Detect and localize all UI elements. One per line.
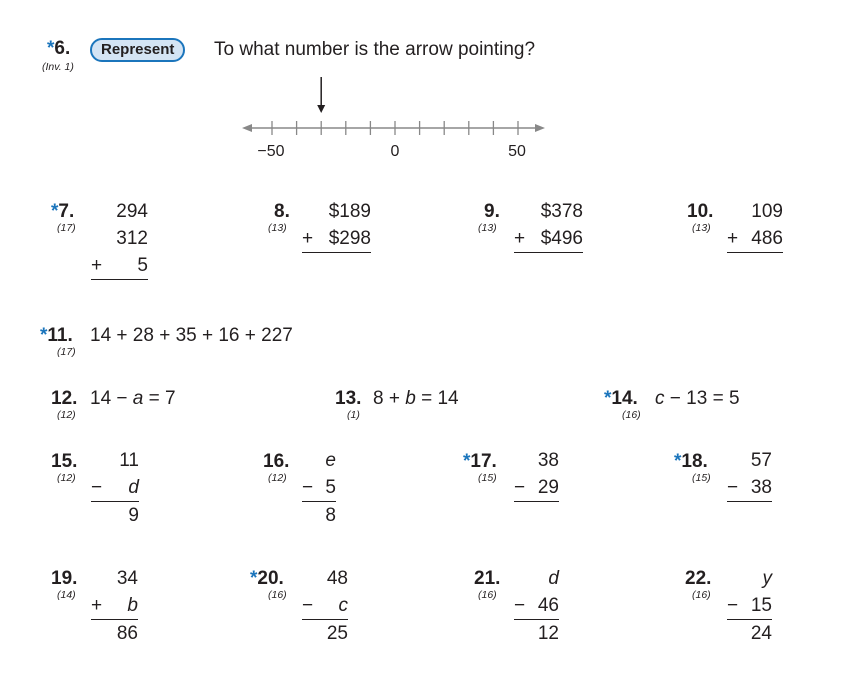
- problem-13-ref: (1): [347, 409, 360, 421]
- problem-17-ref: (15): [478, 472, 497, 484]
- problem-16-ref: (12): [268, 472, 287, 484]
- addend-3: [91, 252, 148, 279]
- sum-rule: [91, 279, 148, 280]
- problem-number: 18.: [681, 451, 708, 472]
- operator: −: [514, 595, 526, 616]
- bottom-row: [727, 225, 783, 252]
- top-value: 48: [326, 568, 348, 589]
- equation-part: = 14: [415, 388, 459, 409]
- tick-label-neg50: −50: [257, 143, 285, 160]
- bottom-value: b: [127, 595, 138, 616]
- result-value: 25: [326, 623, 348, 644]
- sum-rule: [727, 252, 783, 253]
- bottom-value: 15: [750, 595, 772, 616]
- problem-19-ref: (14): [57, 589, 76, 601]
- bottom-row: [302, 225, 371, 252]
- addend-value: 5: [137, 255, 148, 276]
- problem-14-number: [604, 388, 638, 410]
- operator: −: [727, 477, 739, 498]
- operator: −: [514, 477, 526, 498]
- result-value: 12: [537, 623, 559, 644]
- problem-6-ref: (Inv. 1): [42, 61, 74, 73]
- number-line: [240, 75, 550, 165]
- top-value: $189: [328, 201, 371, 222]
- top-value: y: [762, 568, 772, 589]
- problem-7-ref: (17): [57, 222, 76, 234]
- problem-number: 7.: [58, 201, 75, 222]
- problem-7-number: [51, 201, 74, 223]
- bottom-value: 38: [750, 477, 772, 498]
- star-marker: *: [47, 38, 55, 59]
- bottom-row: [514, 225, 583, 252]
- problem-8-number: 8.: [274, 201, 290, 222]
- bottom-value: $298: [328, 228, 371, 249]
- problem-12-ref: (12): [57, 409, 76, 421]
- problem-21-ref: (16): [478, 589, 497, 601]
- result-value: 8: [325, 505, 336, 526]
- problem-20-subtraction: [302, 565, 348, 647]
- problem-7-sum: [91, 198, 148, 280]
- problem-number: 11.: [47, 325, 73, 346]
- result-value: 24: [750, 623, 772, 644]
- problem-number: 6.: [54, 38, 71, 59]
- problem-11-ref: (17): [57, 346, 76, 358]
- problem-6-question: To what number is the arrow pointing?: [214, 39, 536, 60]
- operator: +: [91, 255, 103, 276]
- result-value: 9: [128, 505, 139, 526]
- problem-number: 17.: [470, 451, 497, 472]
- represent-badge: Represent: [90, 38, 185, 62]
- top-value: e: [325, 450, 336, 471]
- equation-variable: a: [132, 388, 144, 409]
- problem-18-number: [674, 451, 708, 473]
- problem-9-sum: [514, 198, 583, 253]
- equation-part: 8 +: [373, 388, 406, 409]
- bottom-value: c: [338, 595, 348, 616]
- difference-rule: [727, 501, 772, 502]
- problem-22-subtraction: [727, 565, 772, 647]
- problem-number: 14.: [611, 388, 638, 409]
- tick-label-0: 0: [390, 143, 400, 160]
- pointer-arrow: [317, 77, 325, 113]
- bottom-value: 29: [537, 477, 559, 498]
- problem-17-number: [463, 451, 497, 473]
- problem-number: 20.: [257, 568, 284, 589]
- bottom-row: [91, 474, 139, 501]
- top-value: 34: [116, 568, 138, 589]
- star-marker: *: [604, 388, 612, 409]
- result-value: 86: [116, 623, 138, 644]
- problem-19-number: 19.: [51, 568, 78, 589]
- top-value: 57: [750, 450, 772, 471]
- problem-13-equation: [373, 388, 459, 410]
- problem-15-number: 15.: [51, 451, 78, 472]
- problem-10-ref: (13): [692, 222, 711, 234]
- problem-9-number: 9.: [484, 201, 500, 222]
- problem-17-subtraction: [514, 447, 559, 502]
- equation-part: 14 −: [90, 388, 133, 409]
- bottom-row: [91, 592, 138, 619]
- sum-rule: [302, 252, 371, 253]
- bottom-value: 46: [537, 595, 559, 616]
- star-marker: *: [463, 451, 471, 472]
- bottom-row: [302, 592, 348, 619]
- top-value: 38: [537, 450, 559, 471]
- problem-22-number: 22.: [685, 568, 712, 589]
- bottom-value: $496: [540, 228, 583, 249]
- problem-21-number: 21.: [474, 568, 501, 589]
- equation-variable: c: [655, 388, 665, 409]
- top-value: 11: [119, 450, 139, 471]
- bottom-value: 5: [325, 477, 336, 498]
- bottom-row: [727, 474, 772, 501]
- number-line-right-arrowhead: [535, 124, 545, 132]
- problem-13-number: 13.: [335, 388, 362, 409]
- problem-14-ref: (16): [622, 409, 641, 421]
- problem-10-number: 10.: [687, 201, 714, 222]
- addend-2: 312: [116, 228, 148, 249]
- problem-15-subtraction: [91, 447, 139, 529]
- star-marker: *: [51, 201, 59, 222]
- bottom-value: d: [128, 477, 139, 498]
- problem-22-ref: (16): [692, 589, 711, 601]
- problem-8-sum: [302, 198, 371, 253]
- star-marker: *: [674, 451, 682, 472]
- problem-11-number: [40, 325, 73, 347]
- difference-rule: [514, 501, 559, 502]
- problem-21-subtraction: [514, 565, 559, 647]
- operator: +: [514, 228, 526, 249]
- operator: −: [302, 477, 314, 498]
- operator: +: [727, 228, 739, 249]
- equation-part: − 13 = 5: [664, 388, 740, 409]
- operator: +: [91, 595, 103, 616]
- tick-label-50: 50: [508, 143, 526, 160]
- problem-14-equation: [655, 388, 740, 410]
- bottom-value: 486: [751, 228, 783, 249]
- problem-6-number: [47, 38, 70, 60]
- problem-8-ref: (13): [268, 222, 287, 234]
- top-value: d: [548, 568, 559, 589]
- star-marker: *: [250, 568, 258, 589]
- addend-1: 294: [116, 201, 148, 222]
- problem-9-ref: (13): [478, 222, 497, 234]
- problem-20-number: [250, 568, 284, 590]
- operator: −: [302, 595, 314, 616]
- problem-15-ref: (12): [57, 472, 76, 484]
- number-line-left-arrowhead: [242, 124, 252, 132]
- bottom-row: [727, 592, 772, 619]
- problem-19-sum: [91, 565, 138, 647]
- problem-18-subtraction: [727, 447, 772, 502]
- sum-rule: [514, 252, 583, 253]
- problem-16-number: 16.: [263, 451, 290, 472]
- star-marker: *: [40, 325, 48, 346]
- problem-16-subtraction: [302, 447, 336, 529]
- problem-18-ref: (15): [692, 472, 711, 484]
- problem-11-expression: 14 + 28 + 35 + 16 + 227: [90, 325, 293, 346]
- problem-20-ref: (16): [268, 589, 287, 601]
- operator: −: [727, 595, 739, 616]
- problem-10-sum: [727, 198, 783, 253]
- bottom-row: [514, 592, 559, 619]
- top-value: $378: [540, 201, 583, 222]
- bottom-row: [302, 474, 336, 501]
- equation-part: = 7: [143, 388, 176, 409]
- operator: −: [91, 477, 103, 498]
- top-value: 109: [751, 201, 783, 222]
- bottom-row: [514, 474, 559, 501]
- operator: +: [302, 228, 314, 249]
- problem-12-equation: [90, 388, 176, 410]
- problem-12-number: 12.: [51, 388, 78, 409]
- equation-variable: b: [405, 388, 416, 409]
